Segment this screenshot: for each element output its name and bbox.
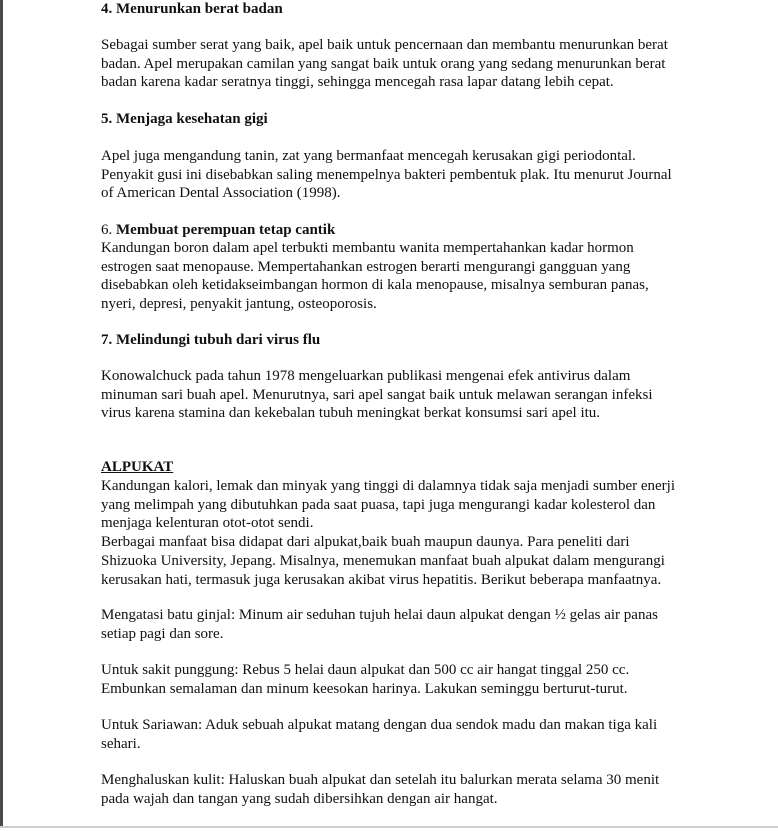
paragraph-line: Shizuoka University, Jepang. Misalnya, menemukan manfaat buah alpukat dalam mengurangi	[101, 552, 665, 569]
paragraph-line: menjaga kelenturan otot-otot sendi.	[101, 515, 314, 532]
fruit-section-title: ALPUKAT	[101, 459, 174, 475]
paragraph-line: virus karena stamina dan kekebalan tubuh meningkat berkat konsumsi sari apel itu.	[101, 405, 601, 422]
section-heading: 7. Melindungi tubuh dari virus flu	[101, 332, 321, 348]
paragraph-line: nyeri, depresi, penyakit jantung, osteoporosis.	[101, 296, 377, 313]
paragraph-line: setiap pagi dan sore.	[101, 625, 224, 642]
paragraph-line: Kandungan boron dalam apel terbukti membantu wanita mempertahankan kadar hormon	[101, 240, 634, 256]
paragraph-line: disebabkan oleh ketidakseimbangan hormon di kala menopause, misalnya semburan panas,	[101, 277, 649, 294]
paragraph-line: yang melimpah yang dibutuhkan pada saat puasa, tapi juga mengurangi kadar kolesterol dan	[101, 496, 656, 513]
paragraph-line: estrogen saat menopause. Mempertahankan estrogen berarti mengurangi gangguan yang	[101, 258, 631, 275]
paragraph-line: Apel juga mengandung tanin, zat yang bermanfaat mencegah kerusakan gigi periodontal.	[101, 148, 636, 164]
paragraph-line: Sebagai sumber serat yang baik, apel baik untuk pencernaan dan membantu menurunkan berat	[101, 37, 668, 53]
paragraph-line: Untuk Sariawan: Aduk sebuah alpukat matang dengan dua sendok madu dan makan tiga kali	[101, 717, 658, 733]
window-left-edge	[0, 0, 3, 826]
section-heading	[101, 221, 335, 240]
paragraph-line: badan. Apel merupakan camilan yang sangat baik untuk orang yang sedang menurunkan berat	[101, 55, 666, 72]
paragraph-line: badan karena kadar seratnya tinggi, sehingga mencegah rasa lapar datang lebih cepat.	[101, 74, 614, 91]
paragraph-line: Kandungan kalori, lemak dan minyak yang tinggi di dalamnya tidak saja menjadi sumber enerji	[101, 478, 676, 494]
heading-text: Membuat perempuan tetap cantik	[116, 222, 336, 238]
section-heading: 4. Menurunkan berat badan	[101, 1, 283, 17]
page-bottom-border	[0, 826, 778, 828]
paragraph-line: Untuk sakit punggung: Rebus 5 helai daun alpukat dan 500 cc air hangat tinggal 250 cc.	[101, 662, 630, 678]
paragraph-line: Berbagai manfaat bisa didapat dari alpukat,baik buah maupun daunya. Para peneliti dari	[101, 534, 630, 551]
paragraph-line: of American Dental Association (1998).	[101, 185, 341, 202]
paragraph-line: Embunkan semalaman dan minum keesokan harinya. Lakukan seminggu berturut-turut.	[101, 680, 628, 697]
paragraph-line: Mengatasi batu ginjal: Minum air seduhan tujuh helai daun alpukat dengan ½ gelas air panas	[101, 607, 658, 623]
paragraph-line: minuman sari buah apel. Menurutnya, sari apel sangat baik untuk melawan serangan infeksi	[101, 386, 653, 403]
heading-number: 6.	[101, 222, 116, 238]
paragraph-line: kerusakan hati, termasuk juga kerusakan akibat virus hepatitis. Berikut beberapa manfaatnya.	[101, 571, 662, 588]
paragraph-line: Konowalchuck pada tahun 1978 mengeluarkan publikasi mengenai efek antivirus dalam	[101, 368, 631, 384]
paragraph-line: Menghaluskan kulit: Haluskan buah alpukat dan setelah itu balurkan merata selama 30 menit	[101, 772, 660, 788]
paragraph-line: pada wajah dan tangan yang sudah dibersihkan dengan air hangat.	[101, 790, 498, 807]
paragraph-line: Penyakit gusi ini disebabkan saling menempelnya bakteri pembentuk plak. Itu menurut Journal	[101, 166, 672, 183]
paragraph-line: sehari.	[101, 735, 141, 752]
section-heading: 5. Menjaga kesehatan gigi	[101, 111, 268, 127]
